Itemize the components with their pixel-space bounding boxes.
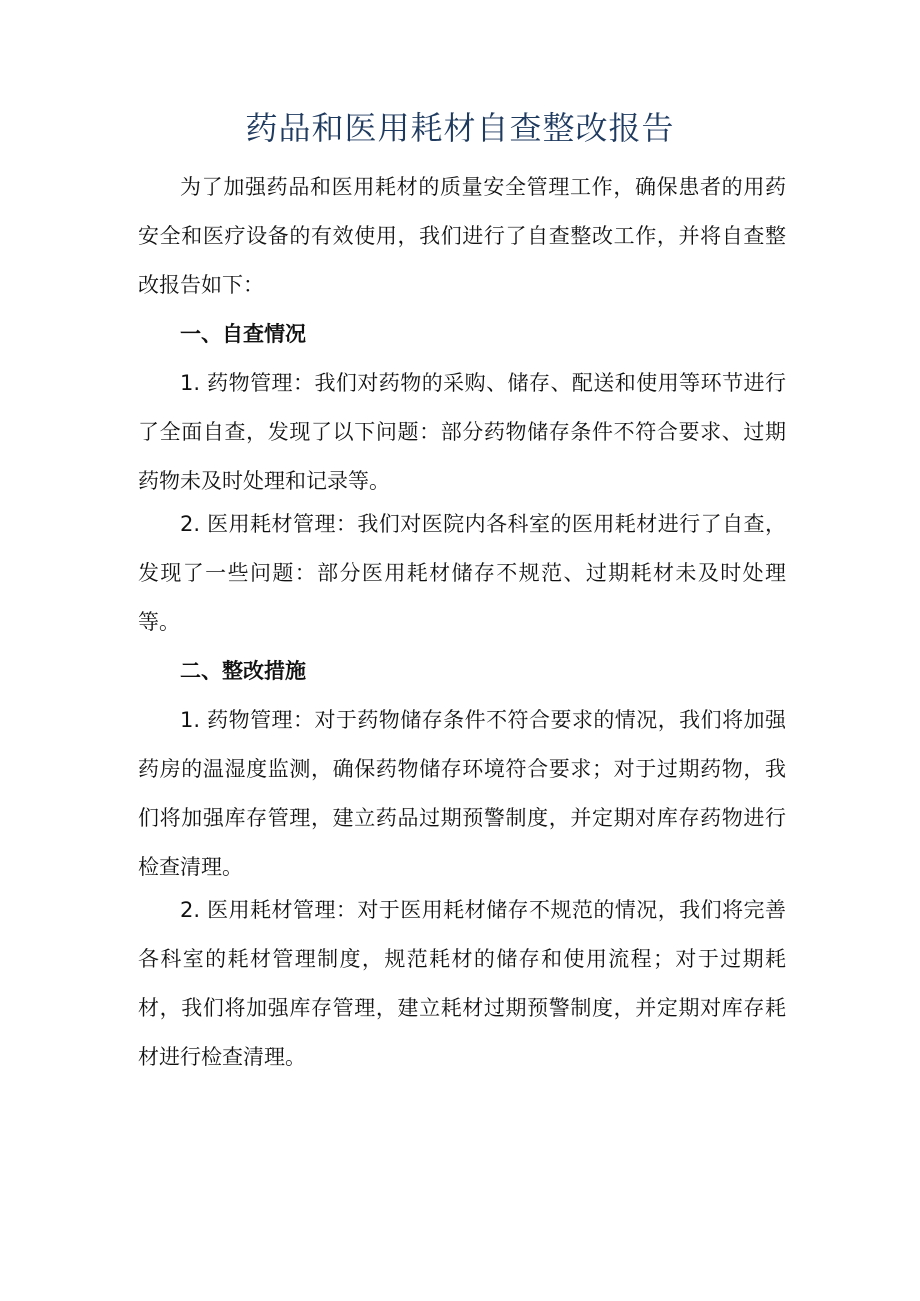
rectification-item-consumables: 2. 医用耗材管理：对于医用耗材储存不规范的情况，我们将完善各科室的耗材管理制度，规范耗材的储存和使用流程；对于过期耗材，我们将加强库存管理，建立耗材过期预警制度，并定期对库存耗材进行检查清理。: [138, 898, 786, 1069]
self-check-item-consumables: 2. 医用耗材管理：我们对医院内各科室的医用耗材进行了自查，发现了一些问题：部分医用耗材储存不规范、过期耗材未及时处理等。: [138, 512, 786, 634]
document-title: 药品和医用耗材自查整改报告: [245, 109, 675, 147]
self-check-item-drugs: 1. 药物管理：我们对药物的采购、储存、配送和使用等环节进行了全面自查，发现了以下问题：部分药物储存条件不符合要求、过期药物未及时处理和记录等。: [138, 371, 786, 493]
section-heading-rectification: 二、整改措施: [180, 659, 306, 683]
rectification-item-drugs: 1. 药物管理：对于药物储存条件不符合要求的情况，我们将加强药房的温湿度监测，确保药物储存环境符合要求；对于过期药物，我们将加强库存管理，建立药品过期预警制度，并定期对库存药物进行检查清理。: [138, 708, 786, 879]
intro-paragraph: 为了加强药品和医用耗材的质量安全管理工作，确保患者的用药安全和医疗设备的有效使用，我们进行了自查整改工作，并将自查整改报告如下：: [138, 175, 786, 297]
section-heading-self-check: 一、自查情况: [180, 322, 306, 346]
